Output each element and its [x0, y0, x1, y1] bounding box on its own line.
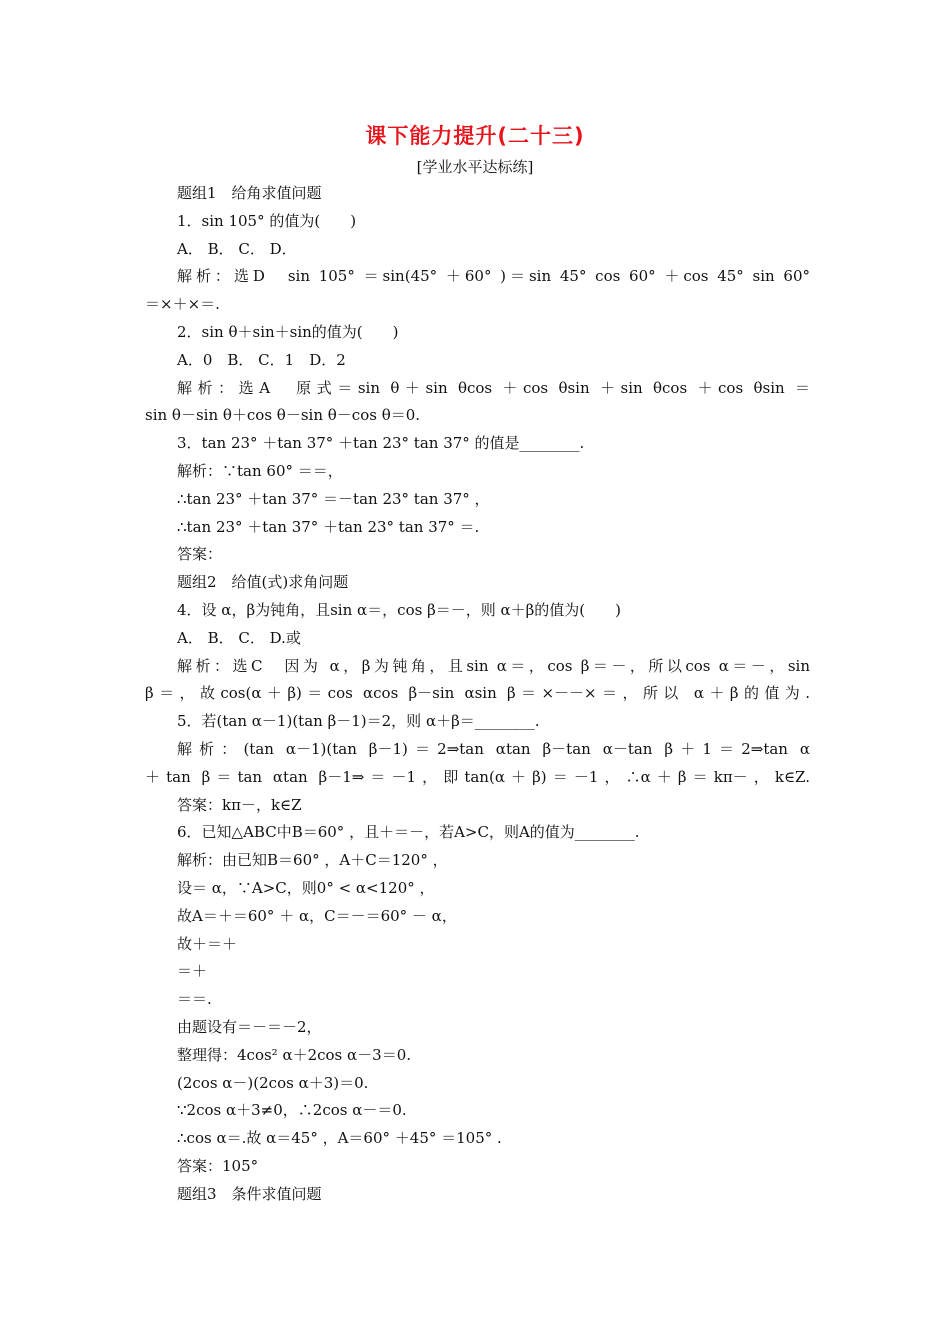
text-line: 设＝ α，∵A>C，则0° < α<120° ，	[177, 878, 435, 897]
text-line: 解析：∵tan 60° ＝＝，	[177, 461, 343, 480]
text-line: ＋tan β＝tan αtan β－1⇒＝－1，即tan(α＋β)＝－1，∴α＋β＝kπ－，k∈Z.	[145, 767, 810, 786]
text-line: 题组1 给角求值问题	[177, 184, 322, 202]
text-line: ∴cos α＝.故 α＝45° ，A＝60° ＋45° ＝105° .	[177, 1129, 502, 1148]
text-line: 解析：由已知B＝60° ，A＋C＝120° ，	[177, 851, 448, 870]
text-line: 答案：kπ－，k∈Z	[177, 795, 302, 814]
text-line: 由题设有＝－＝－2，	[177, 1017, 322, 1036]
text-line: ∴tan 23° ＋tan 37° ＋tan 23° tan 37° ＝.	[177, 517, 480, 536]
text-line: ∴tan 23° ＋tan 37° ＝－tan 23° tan 37° ，	[177, 489, 490, 508]
text-line: 4．设 α，β为钝角，且sin α＝，cos β＝－，则 α＋β的值为( )	[177, 600, 622, 619]
text-line: 题组2 给值(式)求角问题	[177, 573, 349, 592]
text-line: 6．已知△ABC中B＝60° ，且＋＝－，若A>C，则A的值为________.	[177, 823, 640, 842]
text-line: 故＋＝＋	[177, 934, 238, 953]
text-line: 2．sin θ＋sin＋sin的值为( )	[177, 322, 399, 341]
text-line: 答案：105°	[177, 1156, 259, 1175]
document-body	[145, 180, 810, 1208]
text-line: 解析：(tan α－1)(tan β－1)＝2⇒tan αtan β－tan α－tan β＋1＝2⇒tan α	[177, 739, 810, 758]
text-line: 1．sin 105° 的值为( )	[177, 211, 357, 230]
text-line: 答案：	[177, 545, 223, 564]
text-line: 3．tan 23° ＋tan 37° ＋tan 23° tan 37° 的值是________.	[177, 434, 585, 453]
text-line: 整理得：4cos² α＋2cos α－3＝0.	[177, 1045, 412, 1064]
text-line: ＝＝.	[177, 990, 212, 1009]
text-line: ＝＋	[177, 962, 208, 981]
text-line: A． B． C． D．	[177, 239, 297, 258]
text-line: 5．若(tan α－1)(tan β－1)＝2，则 α＋β＝________.	[177, 712, 540, 731]
text-line: (2cos α－)(2cos α＋3)＝0.	[177, 1073, 369, 1092]
text-line: 故A＝＋＝60° ＋ α，C＝－＝60° － α，	[177, 906, 457, 925]
text-line: ＝×＋×＝.	[145, 295, 220, 314]
text-line: 解析：选C 因为 α，β为钝角，且sin α＝，cos β＝－，所以cos α＝－，sin	[177, 656, 810, 675]
text-line: sin θ－sin θ＋cos θ－sin θ－cos θ＝0.	[145, 406, 421, 425]
text-line: A． B． C． D.或	[177, 628, 301, 647]
text-line: A．0 B． C．1 D．2	[177, 350, 346, 369]
text-line: ∵2cos α＋3≠0，∴2cos α－＝0.	[177, 1101, 407, 1120]
page-subtitle: [学业水平达标练]	[416, 158, 534, 176]
text-line: 题组3 条件求值问题	[177, 1184, 322, 1203]
text-line: β＝，故cos(α＋β)＝cos αcos β－sin αsin β＝×－－×＝，所以 α＋β的值为.	[145, 684, 810, 703]
text-line: 解析：选D sin 105° ＝sin(45° ＋60° )＝sin 45° cos 60° ＋cos 45° sin 60°	[177, 267, 810, 286]
page-title: 课下能力提升(二十三)	[365, 124, 585, 148]
text-line: 解析：选A 原式＝sin θ＋sin θcos ＋cos θsin ＋sin θcos ＋cos θsin ＝	[177, 378, 810, 397]
